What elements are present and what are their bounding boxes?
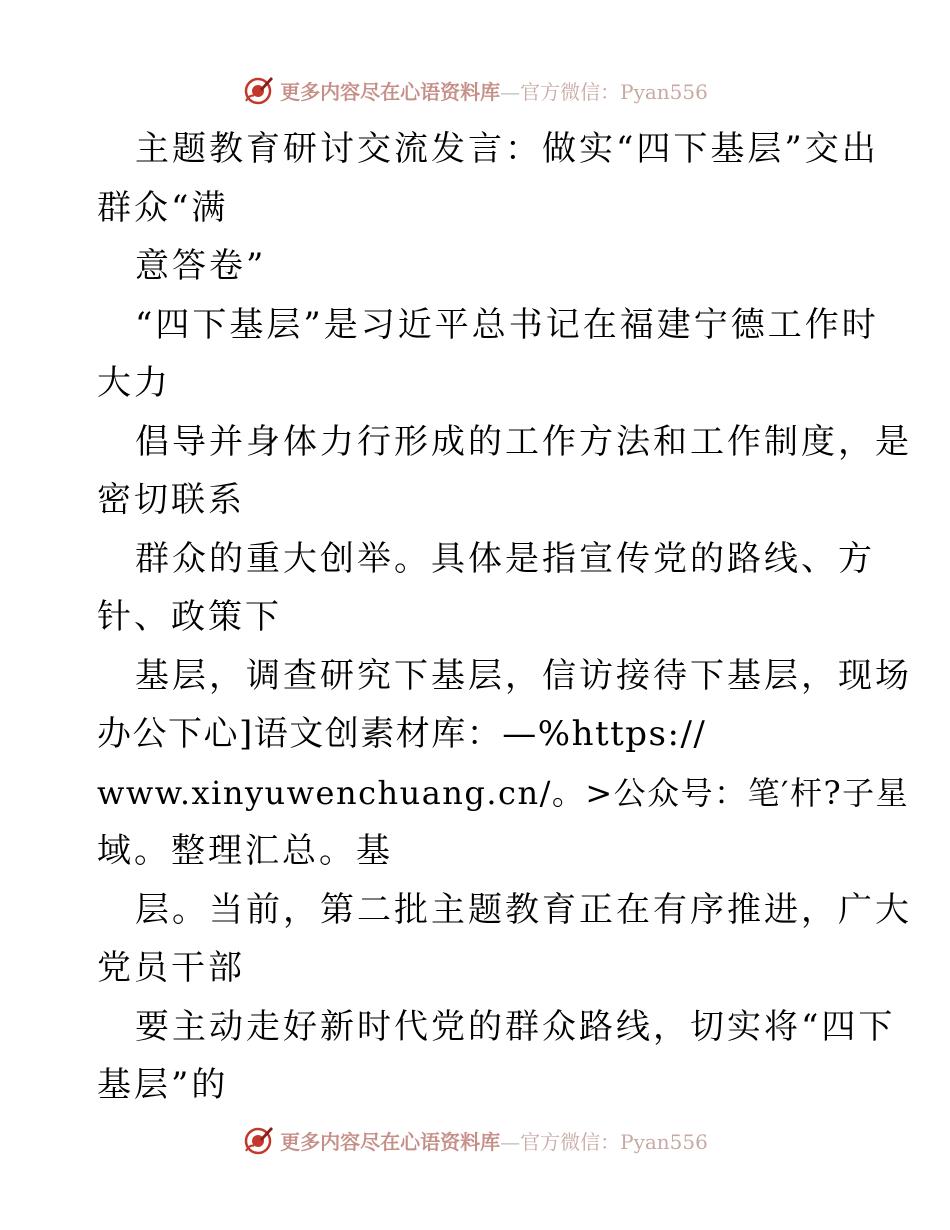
text-line: www.xinyuwenchuang.cn/。>公众号：笔′杆?子星 (97, 773, 910, 812)
text-line: 党员干部 (97, 948, 245, 988)
text-line: 域。整理汇总。基 (97, 831, 393, 871)
text-line: 意答卷” (135, 246, 267, 286)
banner-text-wechat: 官方微信：Pyan556 (520, 1129, 708, 1154)
footer-watermark-banner (0, 1120, 950, 1160)
header-watermark-banner (0, 70, 950, 110)
text-line: 基层”的 (97, 1065, 229, 1105)
text-line: 群众的重大创举。具体是指宣传党的路线、方 (135, 538, 875, 579)
text-line: 大力 (97, 363, 171, 403)
banner-text (280, 1126, 708, 1155)
banner-text-main: 更多内容尽在心语资料库 (280, 1129, 501, 1154)
text-line: 主题教育研讨交流发言：做实“四下基层”交出 (135, 129, 879, 169)
text-line: “四下基层”是习近平总书记在福建宁德工作时 (135, 304, 879, 345)
text-line: 密切联系 (97, 480, 245, 520)
text-line: 群众“满 (97, 187, 229, 228)
pen-logo-icon (242, 1124, 274, 1156)
document-body (97, 120, 912, 1115)
text-line: 基层，调查研究下基层，信访接待下基层，现场 (135, 655, 912, 696)
text-line: 办公下心]语文创素材库：—%https:// (97, 714, 707, 754)
text-line: 要主动走好新时代党的群众路线，切实将“四下 (135, 1006, 896, 1047)
banner-text (280, 76, 708, 105)
banner-text-dash: — (500, 79, 521, 104)
text-line: 针、政策下 (97, 597, 282, 637)
text-line: 层。当前，第二批主题教育正在有序推进，广大 (135, 889, 912, 930)
banner-text-wechat: 官方微信：Pyan556 (520, 79, 708, 104)
banner-text-dash: — (500, 1129, 521, 1154)
text-line: 倡导并身体力行形成的工作方法和工作制度，是 (135, 421, 912, 462)
banner-text-main: 更多内容尽在心语资料库 (280, 79, 501, 104)
pen-logo-icon (242, 74, 274, 106)
